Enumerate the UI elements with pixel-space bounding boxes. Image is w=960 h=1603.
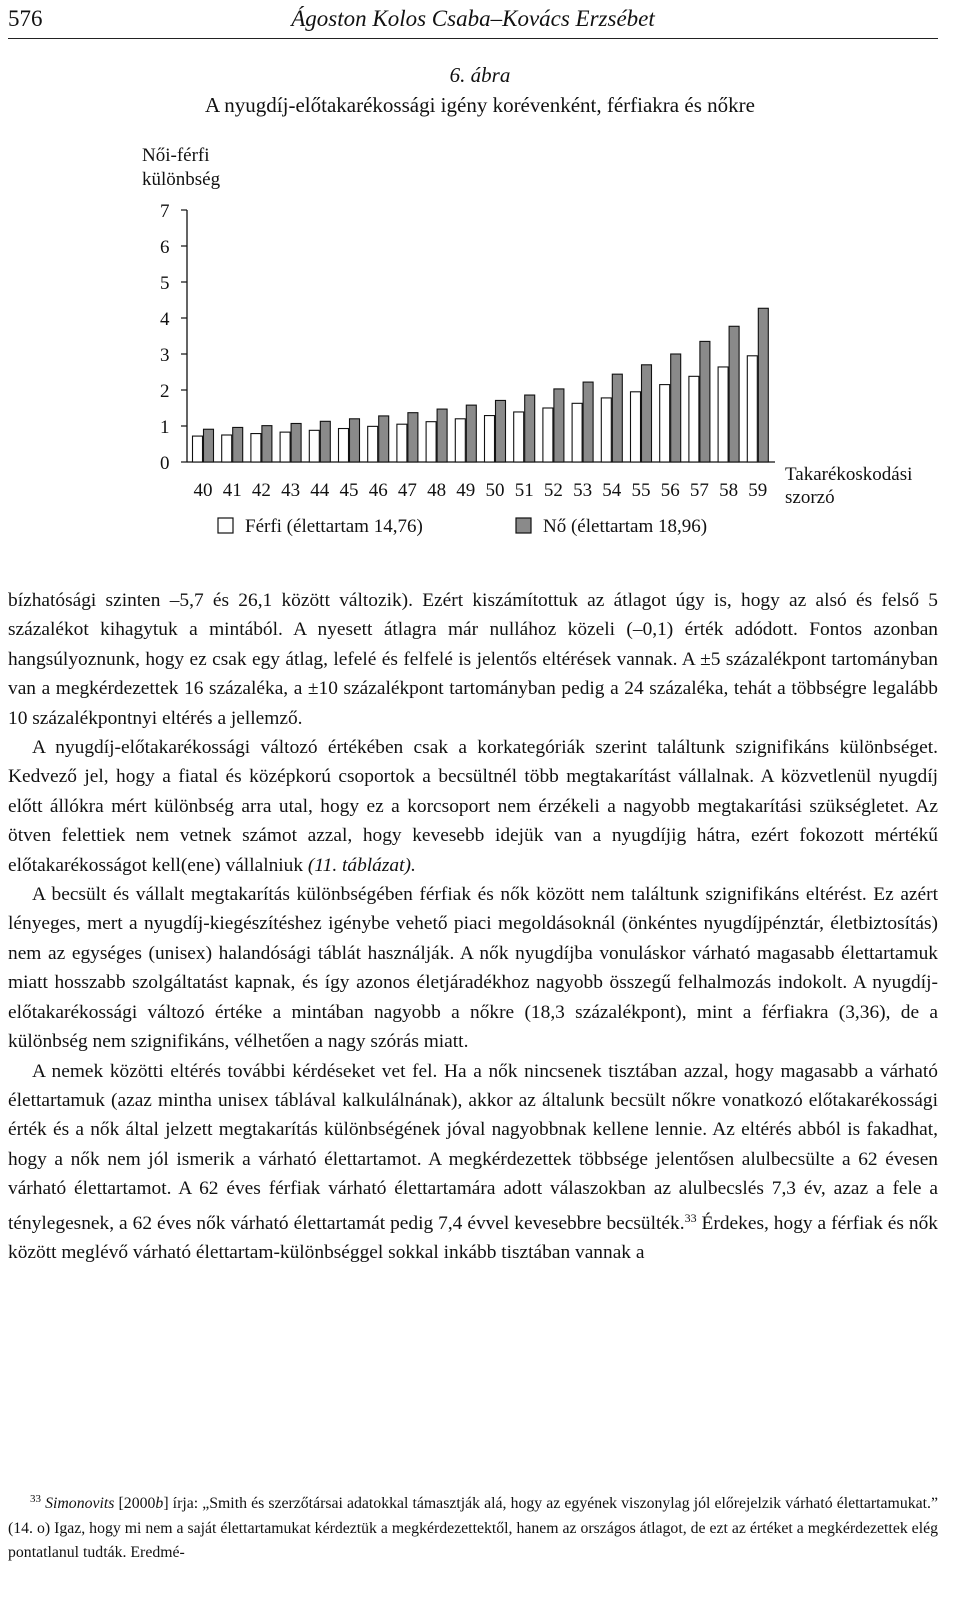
x-tick-label: 59 bbox=[748, 480, 768, 501]
bar-male-47 bbox=[397, 424, 407, 462]
y-tick-label: 5 bbox=[160, 273, 170, 294]
page-number: 576 bbox=[8, 6, 43, 31]
bar-female-57 bbox=[700, 341, 710, 462]
running-head: Ágoston Kolos Csaba–Kovács Erzsébet bbox=[291, 6, 655, 31]
bar-male-57 bbox=[689, 376, 699, 462]
bar-female-46 bbox=[379, 416, 389, 462]
legend-swatch-male bbox=[218, 518, 233, 533]
x-tick-label: 56 bbox=[660, 480, 680, 501]
bar-male-58 bbox=[718, 367, 728, 462]
paragraph-4-tail: Érdekes, hogy a férfiak és nők között meglévő várható élettartam-különbséggel sokkal inkább tisztában vannak a bbox=[8, 1212, 938, 1263]
bar-female-52 bbox=[554, 389, 564, 462]
x-tick-label: 57 bbox=[689, 480, 709, 501]
bar-male-55 bbox=[631, 392, 641, 462]
x-tick-label: 50 bbox=[485, 480, 505, 501]
bar-male-41 bbox=[222, 435, 232, 462]
bar-female-55 bbox=[642, 365, 652, 462]
x-tick-label: 55 bbox=[631, 480, 651, 501]
y-tick-label: 7 bbox=[160, 201, 170, 222]
footnote-year-open: [2000 bbox=[118, 1495, 156, 1512]
bar-female-42 bbox=[262, 426, 272, 462]
x-tick-label: 41 bbox=[222, 480, 242, 501]
footnote-reference: 33 bbox=[684, 1210, 697, 1225]
bar-female-53 bbox=[583, 382, 593, 462]
x-tick-label: 54 bbox=[602, 480, 622, 501]
x-tick-label: 53 bbox=[573, 480, 593, 501]
legend-swatch-female bbox=[516, 518, 531, 533]
footnote-text: írja: „Smith és szerzőtársai adatokkal támasztják alá, hogy az egyének viszonylag jól előrejelzik várható élettartamukat.” (14. o) Igaz, hogy mi nem a saját élettartamukat kérdeztük a megkérdezettektől, hanem az országos átlagot, de ezt az értéket a megkérdezettek elég pontatlanul tudták. Eredmé- bbox=[8, 1495, 939, 1561]
footnote-author: Simonovits bbox=[45, 1495, 115, 1512]
bar-male-48 bbox=[426, 422, 436, 462]
bar-male-56 bbox=[660, 385, 670, 462]
page-header bbox=[8, 4, 938, 39]
bar-female-40 bbox=[204, 429, 214, 462]
bar-female-50 bbox=[496, 400, 506, 462]
bar-female-44 bbox=[320, 421, 330, 462]
footnote bbox=[8, 1487, 938, 1566]
bar-female-47 bbox=[408, 413, 418, 462]
x-tick-label: 42 bbox=[251, 480, 271, 501]
bar-female-45 bbox=[350, 419, 360, 462]
table-reference: (11. táblázat). bbox=[307, 854, 416, 876]
x-tick-label: 46 bbox=[368, 480, 388, 501]
x-tick-label: 40 bbox=[193, 480, 213, 501]
body-text bbox=[8, 586, 938, 1267]
footnote-year-close: ] bbox=[163, 1495, 169, 1512]
bar-female-54 bbox=[612, 374, 622, 462]
legend-label-male: Férfi (élettartam 14,76) bbox=[245, 516, 423, 537]
footnote-number: 33 bbox=[30, 1493, 41, 1505]
bar-female-49 bbox=[466, 405, 476, 462]
bar-male-42 bbox=[251, 434, 261, 462]
paragraph-2-main: A nyugdíj-előtakarékossági változó értékében csak a korkategóriák szerint találtunk szignifikáns különbséget. Kedvező jel, hogy a fiatal és középkorú csoportok a becsültnél több megtakarítást vállalnak. A közvetlenül nyugdíj előtt állókra mért különbség arra utal, hogy ez a korcsoport nem érzékeli a nagyobb megtakarítási szükségletet. Az ötven felettiek nem vetnek számot azzal, hogy kevesebb idejük van a nyugdíjig hátra, ezért fokozott mértékű előtakarékosságot kell(ene) vállalniuk bbox=[8, 737, 938, 876]
paragraph-4-main: A nemek közötti eltérés további kérdéseket vet fel. Ha a nők nincsenek tisztában azzal, hogy magasabb a várható élettartamuk (azaz mintha unisex táblával kalkulálnának), akkor az általunk becsült nőkre vonatkozó előtakarékossági érték és a nők által jelzett megtakarítás különbségének jóval nagyobbnak kellene lennie. Az eltérés abból is fakadhat, hogy a nők nem jól ismerik a várható élettartamot. A megkérdezettek többsége jelentősen alulbecsülte a 62 évesen várható élettartamot. A 62 éves férfiak várható élettartamára adott válaszokban az alulbecslés 7,3 év, azaz a fele a ténylegesnek, a 62 éves nők várható élettartamát pedig 7,4 évvel kevesebbre becsülték. bbox=[8, 1060, 938, 1234]
bar-male-53 bbox=[572, 403, 582, 462]
bar-female-48 bbox=[437, 409, 447, 462]
bar-male-50 bbox=[485, 416, 495, 462]
y-tick-label: 0 bbox=[160, 453, 170, 474]
y-axis-label-line1: Női-férfi bbox=[142, 145, 210, 166]
figure-title: A nyugdíj-előtakarékossági igény korévenként, férfiakra és nőkre bbox=[205, 93, 755, 117]
y-tick-label: 1 bbox=[160, 417, 170, 438]
bar-female-56 bbox=[671, 354, 681, 462]
x-tick-label: 45 bbox=[339, 480, 359, 501]
legend bbox=[218, 516, 707, 537]
bar-male-52 bbox=[543, 408, 553, 462]
x-tick-label: 49 bbox=[456, 480, 476, 501]
legend-label-female: Nő (élettartam 18,96) bbox=[543, 516, 708, 537]
bar-male-44 bbox=[309, 430, 319, 462]
bar-female-59 bbox=[758, 308, 768, 462]
x-axis bbox=[187, 462, 775, 501]
x-tick-label: 44 bbox=[310, 480, 330, 501]
y-axis bbox=[160, 201, 187, 474]
paragraph-1: bízhatósági szinten –5,7 és 26,1 között változik). Ezért kiszámítottuk az átlagot úgy is, hogy az alsó és felső 5 százalékot kihagytuk a mintából. A nyesett átlagra már nullához közeli (–0,1) érték adódott. Fontos azonban hangsúlyoznunk, hogy ez csak egy átlag, lefelé és felfelé is jelentős eltérések vannak. A ±5 százalékpont tartományban van a megkérdezettek 16 százaléka, a ±10 százalékpont tartományban pedig a 24 százaléka, tehát a többségre legalább 10 százalékpontnyi eltérés a jellemző. bbox=[8, 590, 938, 729]
bar-male-40 bbox=[193, 436, 203, 462]
x-tick-label: 43 bbox=[281, 480, 301, 501]
paragraph-2 bbox=[8, 733, 938, 880]
y-axis-label-line2: különbség bbox=[142, 169, 221, 190]
x-tick-label: 58 bbox=[719, 480, 739, 501]
bar-female-51 bbox=[525, 395, 535, 462]
bar-female-41 bbox=[233, 427, 243, 462]
bar-male-46 bbox=[368, 426, 378, 462]
bar-male-49 bbox=[455, 419, 465, 462]
y-tick-label: 3 bbox=[160, 345, 170, 366]
bars bbox=[193, 308, 769, 462]
footnote-year-suffix: b bbox=[155, 1495, 164, 1512]
y-tick-label: 4 bbox=[160, 309, 170, 330]
bar-male-51 bbox=[514, 412, 524, 462]
y-tick-label: 2 bbox=[160, 381, 170, 402]
figure-number: 6. ábra bbox=[449, 63, 511, 87]
x-axis-label-line2: szorzó bbox=[785, 487, 835, 508]
bar-male-59 bbox=[747, 356, 757, 462]
bar-female-43 bbox=[291, 423, 301, 462]
x-tick-label: 48 bbox=[427, 480, 447, 501]
bar-chart bbox=[0, 135, 960, 570]
x-axis-label-line1: Takarékoskodási bbox=[785, 464, 913, 485]
bar-female-58 bbox=[729, 326, 739, 462]
bar-male-45 bbox=[339, 429, 349, 462]
paragraph-3: A becsült és vállalt megtakarítás különbségében férfiak és nők között nem találtunk szignifikáns eltérést. Ez azért lényeges, mert a nyugdíj-kiegészítéshez igénybe vehető piaci megoldásoknál (önkéntes nyugdíjpénztár, életbiztosítás) nem az egységes (unisex) halandósági táblát használják. A nők nyugdíjba vonuláskor várható magasabb élettartamuk miatt hosszabb szolgáltatást kapnak, és így azonos életjáradékhoz nagyobb összegű felhalmozás indokolt. A nyugdíj-előtakarékossági változó értéke a mintában nagyobb a nőkre (18,3 százalékpont), mint a férfiakra (3,36), de a különbség nem szignifikáns, vélhetően a nagy szórás miatt. bbox=[8, 884, 938, 1053]
paragraph-4 bbox=[8, 1057, 938, 1268]
x-tick-label: 51 bbox=[514, 480, 534, 501]
bar-male-43 bbox=[280, 432, 290, 462]
x-tick-label: 52 bbox=[543, 480, 563, 501]
bar-male-54 bbox=[601, 398, 611, 462]
footnote-year bbox=[119, 1495, 169, 1512]
y-tick-label: 6 bbox=[160, 237, 170, 258]
x-tick-label: 47 bbox=[397, 480, 417, 501]
